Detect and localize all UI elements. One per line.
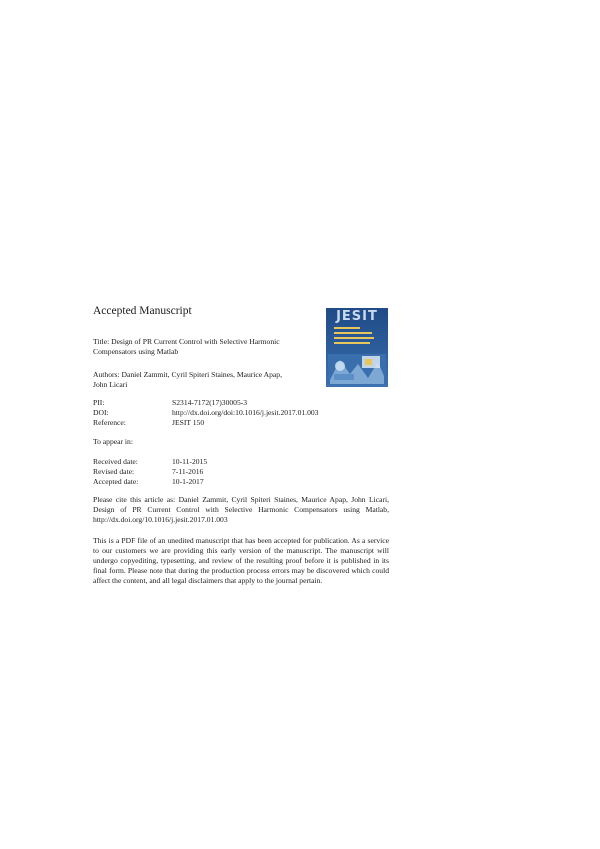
date-label: Accepted date:	[93, 477, 139, 486]
cover-title-line	[334, 342, 370, 344]
doi-link[interactable]: http://dx.doi.org/doi:10.1016/j.jesit.2017.01.003	[172, 408, 319, 417]
cover-title-line	[334, 332, 372, 334]
journal-cover	[326, 308, 388, 387]
title-line: Compensators using Matlab	[93, 347, 179, 356]
date-label: Received date:	[93, 457, 138, 466]
article-title	[93, 337, 323, 357]
metadata-value: S2314-7172(17)30005-3	[172, 398, 248, 407]
authors-line: Authors: Daniel Zammit, Cyril Spiteri Staines, Maurice Apap,	[93, 370, 282, 379]
date-value: 10-1-2017	[172, 477, 204, 486]
disclaimer-paragraph: This is a PDF file of an unedited manuscript that has been accepted for publication. As a service to our customers we are providing this early version of the manuscript. The manuscript will undergo copyediting, typesetting, and review of the resulting proof before it is published in its final form. Please note that during the production process errors may be discovered which could affect the content, and all legal disclaimers that apply to the journal pertain.	[93, 536, 389, 585]
title-line: Title: Design of PR Current Control with Selective Harmonic	[93, 337, 280, 346]
page-heading: Accepted Manuscript	[93, 305, 192, 317]
metadata-label: PII:	[93, 398, 105, 407]
metadata-label: Reference:	[93, 418, 126, 427]
cover-title-line	[334, 327, 360, 329]
date-label: Revised date:	[93, 467, 135, 476]
date-value: 10-11-2015	[172, 457, 208, 466]
journal-logo: JESIT	[336, 309, 378, 324]
cover-title-line	[334, 337, 374, 339]
metadata-label: DOI:	[93, 408, 109, 417]
authors-line: John Licari	[93, 380, 128, 389]
to-appear-label: To appear in:	[93, 437, 133, 446]
date-value: 7-11-2016	[172, 467, 204, 476]
article-authors	[93, 370, 323, 390]
citation-paragraph: Please cite this article as: Daniel Zammit, Cyril Spiteri Staines, Maurice Apap, John Licari, Design of PR Current Control with Selective Harmonic Compensators using Matlab, http://dx.doi.org/10.1016/j.jesit.2017.01.003	[93, 495, 389, 524]
cover-illustration	[328, 354, 386, 384]
metadata-value: JESIT 150	[172, 418, 205, 427]
